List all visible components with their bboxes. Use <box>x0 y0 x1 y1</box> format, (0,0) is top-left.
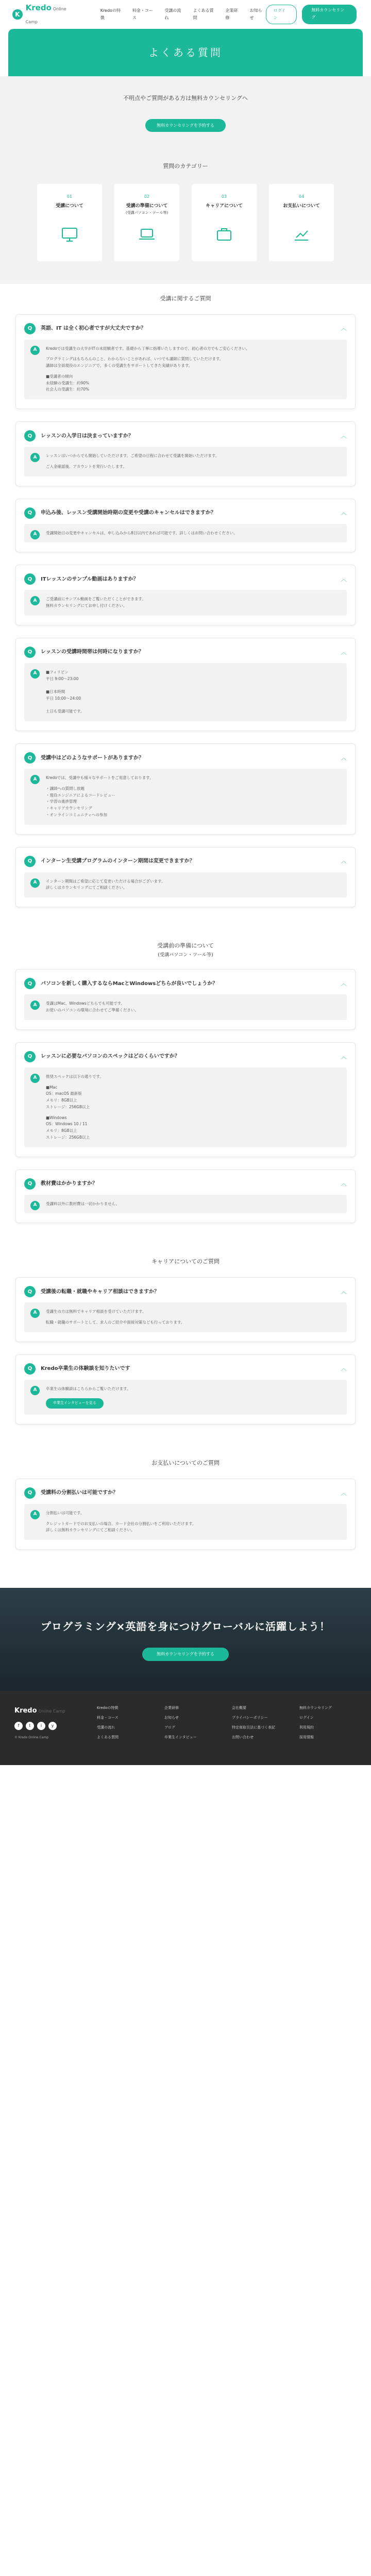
question-mark-icon: Q <box>24 647 36 658</box>
nav-item[interactable]: 受講の流れ <box>164 8 181 20</box>
chart-up-icon <box>291 224 312 245</box>
chevron-up-icon[interactable]: ︿ <box>340 1489 347 1497</box>
category-list <box>0 184 371 261</box>
chevron-up-icon[interactable]: ︿ <box>340 1053 347 1060</box>
answer-mark-icon: A <box>30 346 40 355</box>
question-mark-icon: Q <box>24 856 36 867</box>
answer-text: 受講料以外に教材費は一切かかりません。 <box>46 1201 120 1206</box>
answer-mark-icon: A <box>30 1201 40 1210</box>
chevron-up-icon[interactable]: ︿ <box>340 980 347 988</box>
site-footer <box>0 1691 371 1765</box>
faq-item <box>15 314 356 410</box>
faq-question[interactable] <box>24 1363 347 1375</box>
copyright: © Kredo Online Camp <box>14 1736 49 1740</box>
footer-link[interactable]: 採用情報 <box>299 1735 314 1739</box>
faq-answer <box>24 524 347 543</box>
question-text: レッスンの入学日は決まっていますか？ <box>41 433 133 439</box>
answer-text: ■フィリピン 平日 9:00〜23:00 ■日本時間 平日 10:00〜24:00 土日も受講可能です。 <box>46 669 85 714</box>
question-text: インターン生受講プログラムのインターン期間は変更できますか？ <box>41 858 195 865</box>
question-mark-icon: Q <box>24 507 36 519</box>
answer-text: 推奨スペックは以下の通りです。 <box>46 1074 104 1079</box>
category-number: 02 <box>144 194 150 199</box>
question-text: 申込み後、レッスン受講開始時期の変更や受講のキャンセルはできますか？ <box>41 510 216 516</box>
faq-item <box>15 743 356 835</box>
faq-answer <box>24 447 347 477</box>
footer-link[interactable]: ブログ <box>164 1725 175 1730</box>
category-number: 04 <box>298 194 305 199</box>
question-text: ITレッスンのサンプル動画はありますか？ <box>41 576 139 582</box>
chevron-up-icon[interactable]: ︿ <box>340 857 347 865</box>
faq-question[interactable] <box>24 647 347 658</box>
answer-text: クレジットカードでのお支払いの場合、カード会社の分割払いをご利用いただけます。 詳しくは無料カウンセリングにてご相談ください。 <box>46 1521 196 1533</box>
question-text: 受講中はどのようなサポートがありますか？ <box>41 755 144 761</box>
faq-item <box>15 565 356 625</box>
main-nav <box>100 7 266 21</box>
category-card-career[interactable] <box>192 184 257 261</box>
faq-answer <box>24 590 347 616</box>
footer-link[interactable]: 卒業生インタビュー <box>164 1735 197 1739</box>
footer-link[interactable]: 会社概要 <box>232 1706 246 1710</box>
youtube-icon[interactable]: y <box>48 1722 57 1730</box>
faq-item <box>15 1354 356 1425</box>
logo[interactable] <box>12 2 79 28</box>
faq-answer <box>24 340 347 400</box>
faq-question[interactable] <box>24 1286 347 1297</box>
faq-section <box>0 1448 371 1573</box>
cta-button[interactable]: 無料カウンセリングを予約する <box>142 1648 229 1661</box>
footer-column <box>164 1705 222 1744</box>
question-mark-icon: Q <box>24 1363 36 1375</box>
counsel-button[interactable]: 無料カウンセリング <box>302 5 357 24</box>
nav-item[interactable]: 企業研修 <box>225 8 238 20</box>
footer-link[interactable]: プライバシーポリシー <box>232 1716 268 1720</box>
footer-link[interactable]: 利用規約 <box>299 1725 314 1730</box>
footer-link[interactable]: Kredoの特徴 <box>97 1706 119 1710</box>
faq-answer <box>24 1195 347 1214</box>
answer-text: 転職・就職のサポートとして、求人のご紹介や面接対策なども行っております。 <box>46 1319 185 1325</box>
faq-question[interactable] <box>24 573 347 585</box>
answer-mark-icon: A <box>30 878 40 888</box>
question-text: パソコンを新しく購入するならMacとWindowsどちらが良いでしょうか？ <box>41 980 218 987</box>
footer-logo[interactable]: Kredo Online Camp <box>14 1707 65 1715</box>
page-title: よくある質問 <box>148 46 223 59</box>
question-mark-icon: Q <box>24 1051 36 1062</box>
faq-item <box>15 1170 356 1224</box>
question-text: 受講料の分割払いは可能ですか？ <box>41 1490 118 1496</box>
faq-question[interactable] <box>24 1051 347 1062</box>
faq-item <box>15 499 356 553</box>
nav-item[interactable]: Kredoの特徴 <box>100 8 121 20</box>
twitter-icon[interactable]: t <box>26 1722 34 1730</box>
answer-text: Kredoでは、受講中も様々なサポートをご用意しております。 <box>46 775 154 781</box>
briefcase-icon <box>214 224 234 245</box>
footer-link[interactable]: 料金・コース <box>97 1716 119 1720</box>
category-label: 受講の準備について (受講パソコン・ツール等) <box>125 203 168 215</box>
answer-text: ・講師への質問し放題 ・現役エンジニアによるコードレビュー ・学習の進捗管理 ・キャリアカウンセリング ・オンラインコミュニティへの参加 <box>46 786 115 817</box>
footer-link[interactable]: お知らせ <box>164 1716 179 1720</box>
footer-brand <box>14 1705 81 1744</box>
category-label: お支払いについて <box>283 203 320 209</box>
answer-mark-icon: A <box>30 775 40 784</box>
footer-link[interactable]: 受講の流れ <box>97 1725 115 1730</box>
answer-mark-icon: A <box>30 669 40 679</box>
faq-answer <box>24 1067 347 1147</box>
nav-item[interactable]: お知らせ <box>249 8 262 20</box>
faq-answer <box>24 994 347 1020</box>
answer-mark-icon: A <box>30 530 40 539</box>
question-mark-icon: Q <box>24 1178 36 1190</box>
faq-answer <box>24 1302 347 1332</box>
question-text: 受講後の転職・就職やキャリア相談はできますか？ <box>41 1289 159 1295</box>
category-card-prep[interactable] <box>114 184 179 261</box>
faq-question[interactable] <box>24 323 347 334</box>
footer-link[interactable]: お問い合わせ <box>232 1735 254 1739</box>
answer-mark-icon: A <box>30 596 40 605</box>
faq-question[interactable] <box>24 430 347 442</box>
category-number: 01 <box>66 194 73 199</box>
answer-mark-icon: A <box>30 1001 40 1010</box>
faq-item <box>15 1479 356 1550</box>
faq-section <box>0 1247 371 1448</box>
category-card-course[interactable] <box>37 184 102 261</box>
hero-banner <box>8 29 363 76</box>
counsel-reserve-button[interactable]: 無料カウンセリングを予約する <box>145 119 226 132</box>
cta-title: プログラミング×英語を身につけグローバルに活躍しよう！ <box>41 1620 330 1633</box>
footer-link[interactable]: 無料カウンセリング <box>299 1706 332 1710</box>
footer-link[interactable]: 特定商取引法に基づく表記 <box>232 1725 275 1730</box>
answer-text: ご受講前にサンプル動画をご覧いただくことができます。 無料カウンセリングにてお申し付けください。 <box>46 597 146 608</box>
login-button[interactable]: ログイン <box>266 5 297 24</box>
answer-text: ■Windows OS：Windows 10 / 11 メモリ：8GB以上 ストレージ：256GB以上 <box>46 1115 90 1140</box>
faq-answer <box>24 769 347 825</box>
answer-mark-icon: A <box>30 1074 40 1083</box>
answer-text: 受講はMac、Windowsどちらでも可能です。 お使いのパソコンの環境に合わせてご準備ください。 <box>46 1001 139 1013</box>
faq-question[interactable] <box>24 1178 347 1190</box>
question-text: Kredo卒業生の体験談を知りたいです <box>41 1366 130 1372</box>
facebook-icon[interactable]: f <box>14 1722 23 1730</box>
answer-text: Kredoでは受講生の大半がITの未経験者です。基礎から丁寧に指導いたしますので、初心者の方でもご安心ください。 <box>46 346 250 351</box>
category-card-payment[interactable] <box>269 184 334 261</box>
answer-text: プログラミングはもちろんのこと、わからないことがあれば、いつでも講師に質問していただけます。 講師は全員現役のエンジニアで、多くの受講生をサポートしてきた実績があります。 <box>46 357 224 368</box>
faq-question[interactable] <box>24 507 347 519</box>
answer-mark-icon: A <box>30 1510 40 1519</box>
question-mark-icon: Q <box>24 1487 36 1499</box>
answer-text: 卒業生の体験談はこちらからご覧いただけます。 <box>46 1386 131 1391</box>
faq-section <box>0 284 371 931</box>
chevron-up-icon[interactable]: ︿ <box>340 432 347 439</box>
faq-item <box>15 638 356 731</box>
answer-text: 受講生の方は無料でキャリア相談を受けていただけます。 <box>46 1309 146 1314</box>
faq-item <box>15 969 356 1030</box>
section-title: お支払いについてのご質問 <box>151 1460 220 1467</box>
laptop-icon <box>137 224 157 245</box>
footer-column <box>232 1705 289 1744</box>
section-title: キャリアについてのご質問 <box>151 1258 220 1265</box>
cta-banner <box>0 1588 371 1691</box>
chevron-up-icon[interactable]: ︿ <box>340 1287 347 1295</box>
answer-mark-icon: A <box>30 453 40 462</box>
answer-text: ■受講者の傾向 未経験の受講生：約90% 社会人の受講生：約70% <box>46 374 90 392</box>
footer-column <box>97 1705 154 1744</box>
lead-section <box>0 76 371 144</box>
section-title: 受講前の準備について (受講パソコン・ツール等) <box>157 942 214 958</box>
footer-column <box>299 1705 357 1744</box>
question-mark-icon: Q <box>24 752 36 764</box>
answer-text: ご入金確認後、アカウントを発行いたします。 <box>46 464 127 469</box>
chevron-up-icon[interactable]: ︿ <box>340 575 347 583</box>
question-mark-icon: Q <box>24 1286 36 1297</box>
question-text: レッスンの受講時間帯は何時になりますか？ <box>41 649 144 655</box>
chevron-up-icon[interactable]: ︿ <box>340 1180 347 1188</box>
lead-text: 不明点やご質問がある方は無料カウンセリングへ <box>123 95 248 101</box>
answer-mark-icon: A <box>30 1309 40 1318</box>
faq-answer <box>24 872 347 898</box>
answer-mark-icon: A <box>30 1386 40 1395</box>
social-links <box>14 1722 81 1730</box>
faq-section <box>0 931 371 1247</box>
footer-link[interactable]: ログイン <box>299 1716 314 1720</box>
header-buttons <box>266 5 357 24</box>
section-title: 受講に関するご質問 <box>160 295 211 302</box>
monitor-icon <box>59 224 80 245</box>
answer-text: ■Mac OS：macOS 最新版 メモリ：8GB以上 ストレージ：256GB以上 <box>46 1084 90 1109</box>
category-section <box>0 144 371 284</box>
instagram-icon[interactable]: i <box>37 1722 45 1730</box>
chevron-up-icon[interactable]: ︿ <box>340 325 347 332</box>
question-mark-icon: Q <box>24 573 36 585</box>
category-title: 質問のカテゴリー <box>163 163 208 170</box>
footer-link[interactable]: 企業研修 <box>164 1706 179 1710</box>
category-label: キャリアについて <box>206 203 243 209</box>
logo-text: Kredo Online Camp <box>25 3 66 24</box>
footer-links <box>97 1705 357 1744</box>
faq-item <box>15 847 356 908</box>
faq-question[interactable] <box>24 978 347 989</box>
question-text: レッスンに必要なパソコンのスペックはどのくらいですか？ <box>41 1054 180 1060</box>
answer-text: レッスンはいつからでも開始していただけます。ご希望の日程に合わせて受講を開始いただけます。 <box>46 453 220 459</box>
question-text: 教材費はかかりますか？ <box>41 1181 97 1187</box>
faq-answer <box>24 1380 347 1415</box>
chevron-up-icon[interactable]: ︿ <box>340 754 347 761</box>
question-mark-icon: Q <box>24 430 36 442</box>
faq-answer <box>24 663 347 721</box>
faq-item <box>15 421 356 486</box>
faq-sections <box>0 284 371 1573</box>
faq-item <box>15 1277 356 1342</box>
interview-button[interactable]: 卒業生インタビューを見る <box>46 1398 104 1409</box>
question-mark-icon: Q <box>24 978 36 989</box>
question-text: 英語、IT は全く初心者ですが大丈夫ですか？ <box>41 326 146 332</box>
answer-text: 受講開始日の変更やキャンセルは、申し込みから8日以内であれば可能です。詳しくはお問い合わせください。 <box>46 530 238 535</box>
faq-question[interactable] <box>24 752 347 764</box>
nav-item[interactable]: 料金・コース <box>132 8 153 20</box>
nav-item[interactable]: よくある質問 <box>193 8 214 20</box>
category-number: 03 <box>221 194 227 199</box>
faq-question[interactable] <box>24 1487 347 1499</box>
category-label: 受講について <box>56 203 83 209</box>
question-mark-icon: Q <box>24 323 36 334</box>
faq-question[interactable] <box>24 856 347 867</box>
logo-mark-icon: K <box>12 9 23 20</box>
answer-text: インターン期間はご希望に応じて変更いただける場合がございます。 詳しくはカウンセリングにてご相談ください。 <box>46 878 165 890</box>
chevron-up-icon[interactable]: ︿ <box>340 648 347 656</box>
faq-answer <box>24 1504 347 1540</box>
answer-text: 分割払いは可能です。 <box>46 1510 85 1515</box>
chevron-up-icon[interactable]: ︿ <box>340 509 347 517</box>
faq-item <box>15 1042 356 1157</box>
site-header <box>0 0 371 29</box>
chevron-up-icon[interactable]: ︿ <box>340 1365 347 1372</box>
footer-link[interactable]: よくある質問 <box>97 1735 119 1739</box>
